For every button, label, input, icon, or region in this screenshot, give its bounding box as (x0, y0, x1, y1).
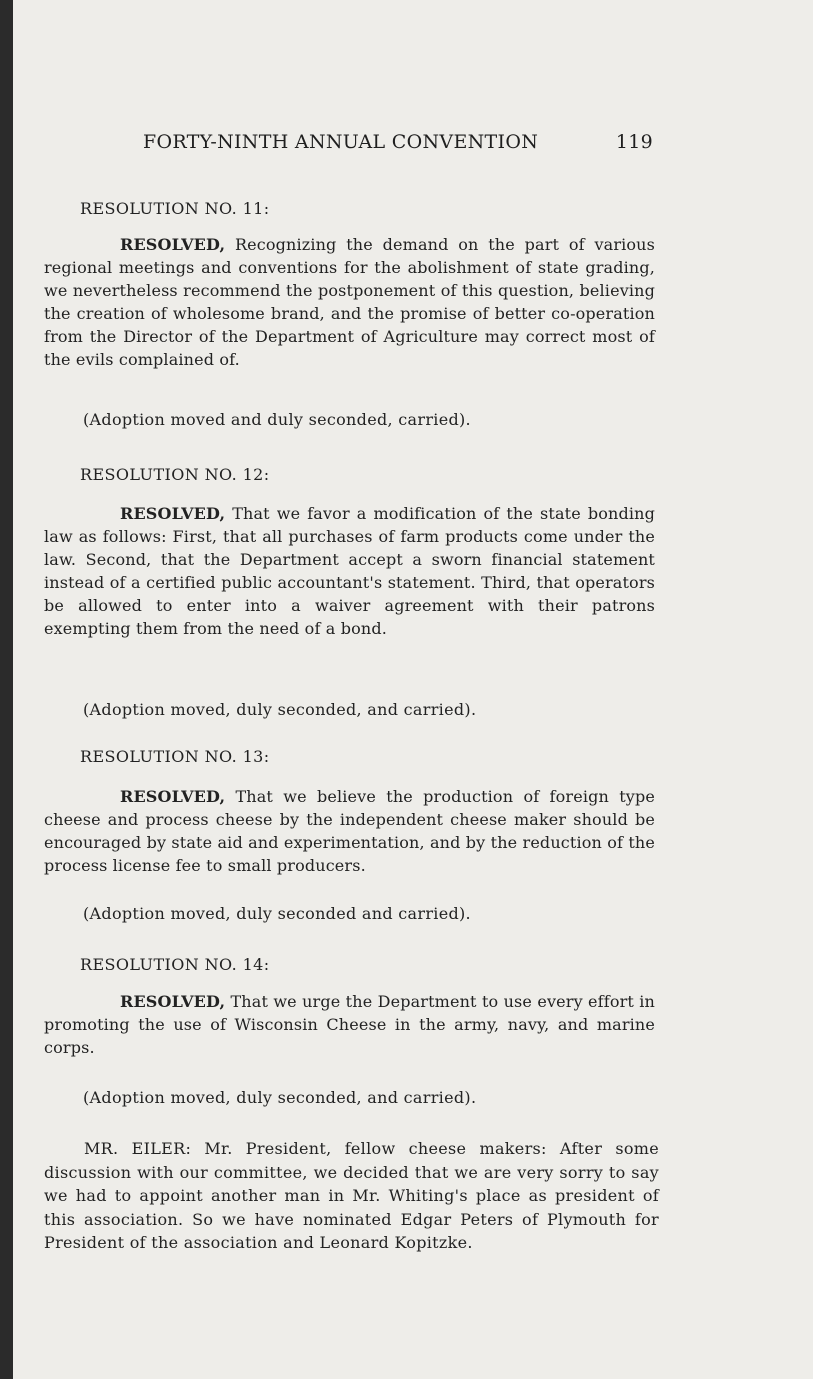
resolution-12-lead: RESOLVED, (120, 504, 226, 523)
resolution-12-body: That we favor a modification of the state bonding law as follows: First, that all purchases of farm products come under the law. Second, that the Department accept a sworn financial statement instead of a certified public accountant's statement. Third, that operators be allowed to enter into a waiver agreement with their patrons exempting them from the need of a bond. (44, 504, 655, 638)
resolution-14-heading: RESOLUTION NO. 14: (80, 955, 270, 974)
page-number: 119 (615, 131, 653, 153)
resolution-13-note: (Adoption moved, duly seconded and carried). (83, 904, 471, 923)
resolution-13-heading: RESOLUTION NO. 13: (80, 747, 270, 766)
scan-edge (0, 0, 13, 1379)
resolution-11-body: Recognizing the demand on the part of various regional meetings and conventions for the abolishment of state grading, we nevertheless recommend the postponement of this question, believing the creation of wholesome brand, and the promise of better co-operation from the Director of the Department of Agriculture may correct most of the evils complained of. (44, 235, 655, 369)
header-title: FORTY-NINTH ANNUAL CONVENTION (143, 131, 539, 153)
speech-text: Mr. President, fellow cheese makers: After some discussion with our committee, we decided that we are very sorry to say we had to appoint another man in Mr. Whiting's place as president of this association. So we have nominated Edgar Peters of Plymouth for President of the association and Leonard Kopitzke. (44, 1139, 660, 1252)
resolution-11-heading: RESOLUTION NO. 11: (80, 199, 270, 218)
resolution-11-text (44, 233, 655, 371)
resolution-13-text (44, 785, 655, 877)
resolution-14-text (44, 990, 655, 1059)
eiler-speech (44, 1137, 659, 1255)
resolution-12-heading: RESOLUTION NO. 12: (80, 465, 270, 484)
resolution-13-lead: RESOLVED, (120, 787, 226, 806)
speaker-name: MR. EILER: (84, 1139, 192, 1158)
document-page (13, 0, 813, 1379)
resolution-13-body: That we believe the production of foreign type cheese and process cheese by the independent cheese maker should be encouraged by state aid and experimentation, and by the reduction of the process license fee to small producers. (44, 787, 655, 875)
resolution-14-lead: RESOLVED, (120, 992, 226, 1011)
resolution-14-body: That we urge the Department to use every effort in promoting the use of Wisconsin Cheese in the army, navy, and marine corps. (44, 992, 655, 1057)
resolution-12-text (44, 502, 655, 640)
resolution-14-note: (Adoption moved, duly seconded, and carried). (83, 1088, 477, 1107)
resolution-12-note: (Adoption moved, duly seconded, and carried). (83, 700, 477, 719)
resolution-11-lead: RESOLVED, (120, 235, 226, 254)
resolution-11-note: (Adoption moved and duly seconded, carried). (83, 410, 471, 429)
